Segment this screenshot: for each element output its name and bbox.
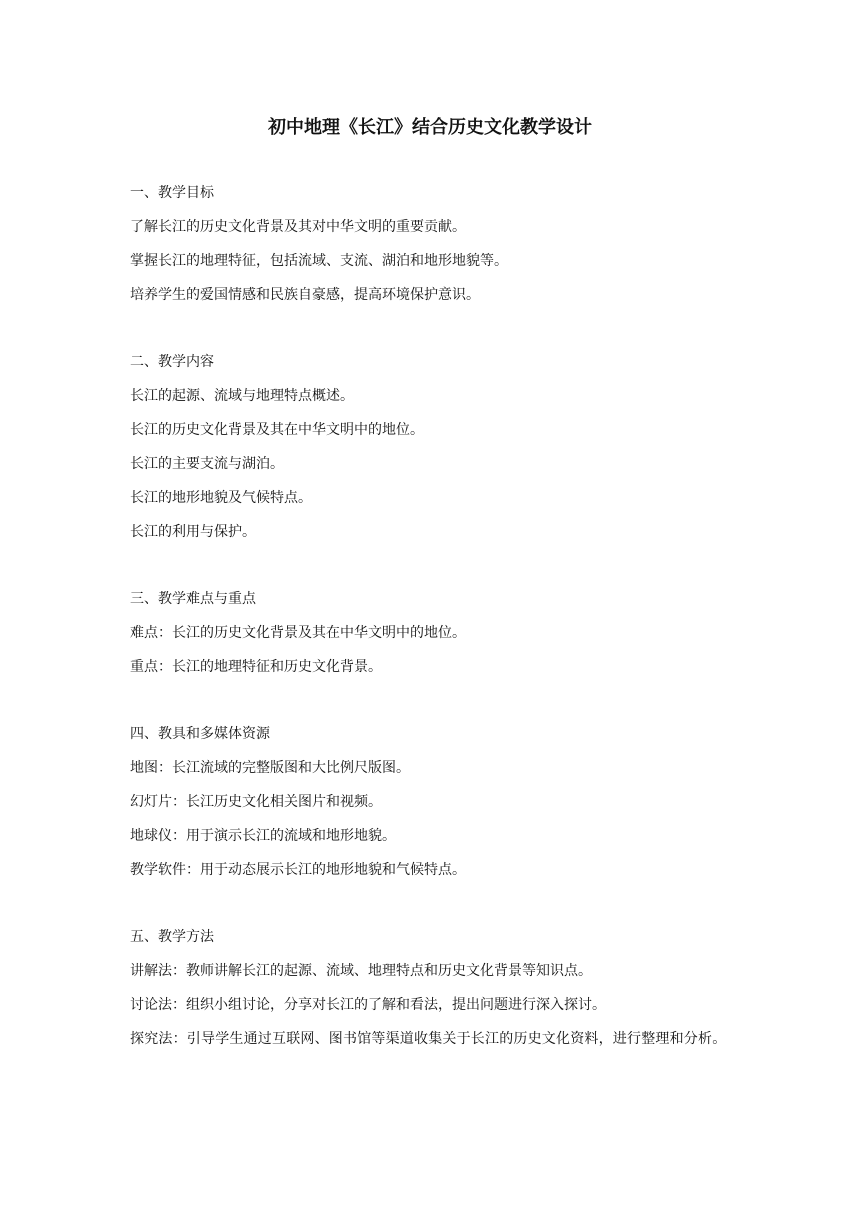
document-body xyxy=(130,176,740,1089)
section-heading: 五、教学方法 xyxy=(130,929,214,945)
section-teaching-aids-and-media xyxy=(130,717,740,887)
section-item: 培养学生的爱国情感和民族自豪感，提高环境保护意识。 xyxy=(130,287,480,303)
section-item: 难点：长江的历史文化背景及其在中华文明中的地位。 xyxy=(130,625,466,641)
section-teaching-objectives xyxy=(130,176,740,312)
section-item: 长江的历史文化背景及其在中华文明中的地位。 xyxy=(130,422,424,438)
section-item: 了解长江的历史文化背景及其对中华文明的重要贡献。 xyxy=(130,219,466,235)
document-title: 初中地理《长江》结合历史文化教学设计 xyxy=(268,117,592,138)
section-item: 探究法：引导学生通过互联网、图书馆等渠道收集关于长江的历史文化资料，进行整理和分析。 xyxy=(130,1031,727,1047)
section-item: 长江的利用与保护。 xyxy=(130,524,256,540)
section-teaching-methods xyxy=(130,920,740,1056)
section-item: 地图：长江流域的完整版图和大比例尺版图。 xyxy=(130,760,410,776)
section-item: 幻灯片：长江历史文化相关图片和视频。 xyxy=(130,794,382,810)
section-item: 讲解法：教师讲解长江的起源、流域、地理特点和历史文化背景等知识点。 xyxy=(130,963,592,979)
section-item: 长江的地形地貌及气候特点。 xyxy=(130,490,312,506)
section-heading: 四、教具和多媒体资源 xyxy=(130,726,270,742)
section-item: 长江的起源、流域与地理特点概述。 xyxy=(130,388,354,404)
section-item: 重点：长江的地理特征和历史文化背景。 xyxy=(130,659,382,675)
section-item: 掌握长江的地理特征，包括流域、支流、湖泊和地形地貌等。 xyxy=(130,253,508,269)
section-heading: 三、教学难点与重点 xyxy=(130,591,256,607)
section-item: 教学软件：用于动态展示长江的地形地貌和气候特点。 xyxy=(130,862,466,878)
section-item: 地球仪：用于演示长江的流域和地形地貌。 xyxy=(130,828,396,844)
section-difficulties-and-key-points xyxy=(130,582,740,684)
section-heading: 二、教学内容 xyxy=(130,354,214,370)
section-heading: 一、教学目标 xyxy=(130,185,214,201)
section-item: 讨论法：组织小组讨论，分享对长江的了解和看法，提出问题进行深入探讨。 xyxy=(130,997,606,1013)
section-teaching-content xyxy=(130,345,740,549)
section-item: 长江的主要支流与湖泊。 xyxy=(130,456,284,472)
